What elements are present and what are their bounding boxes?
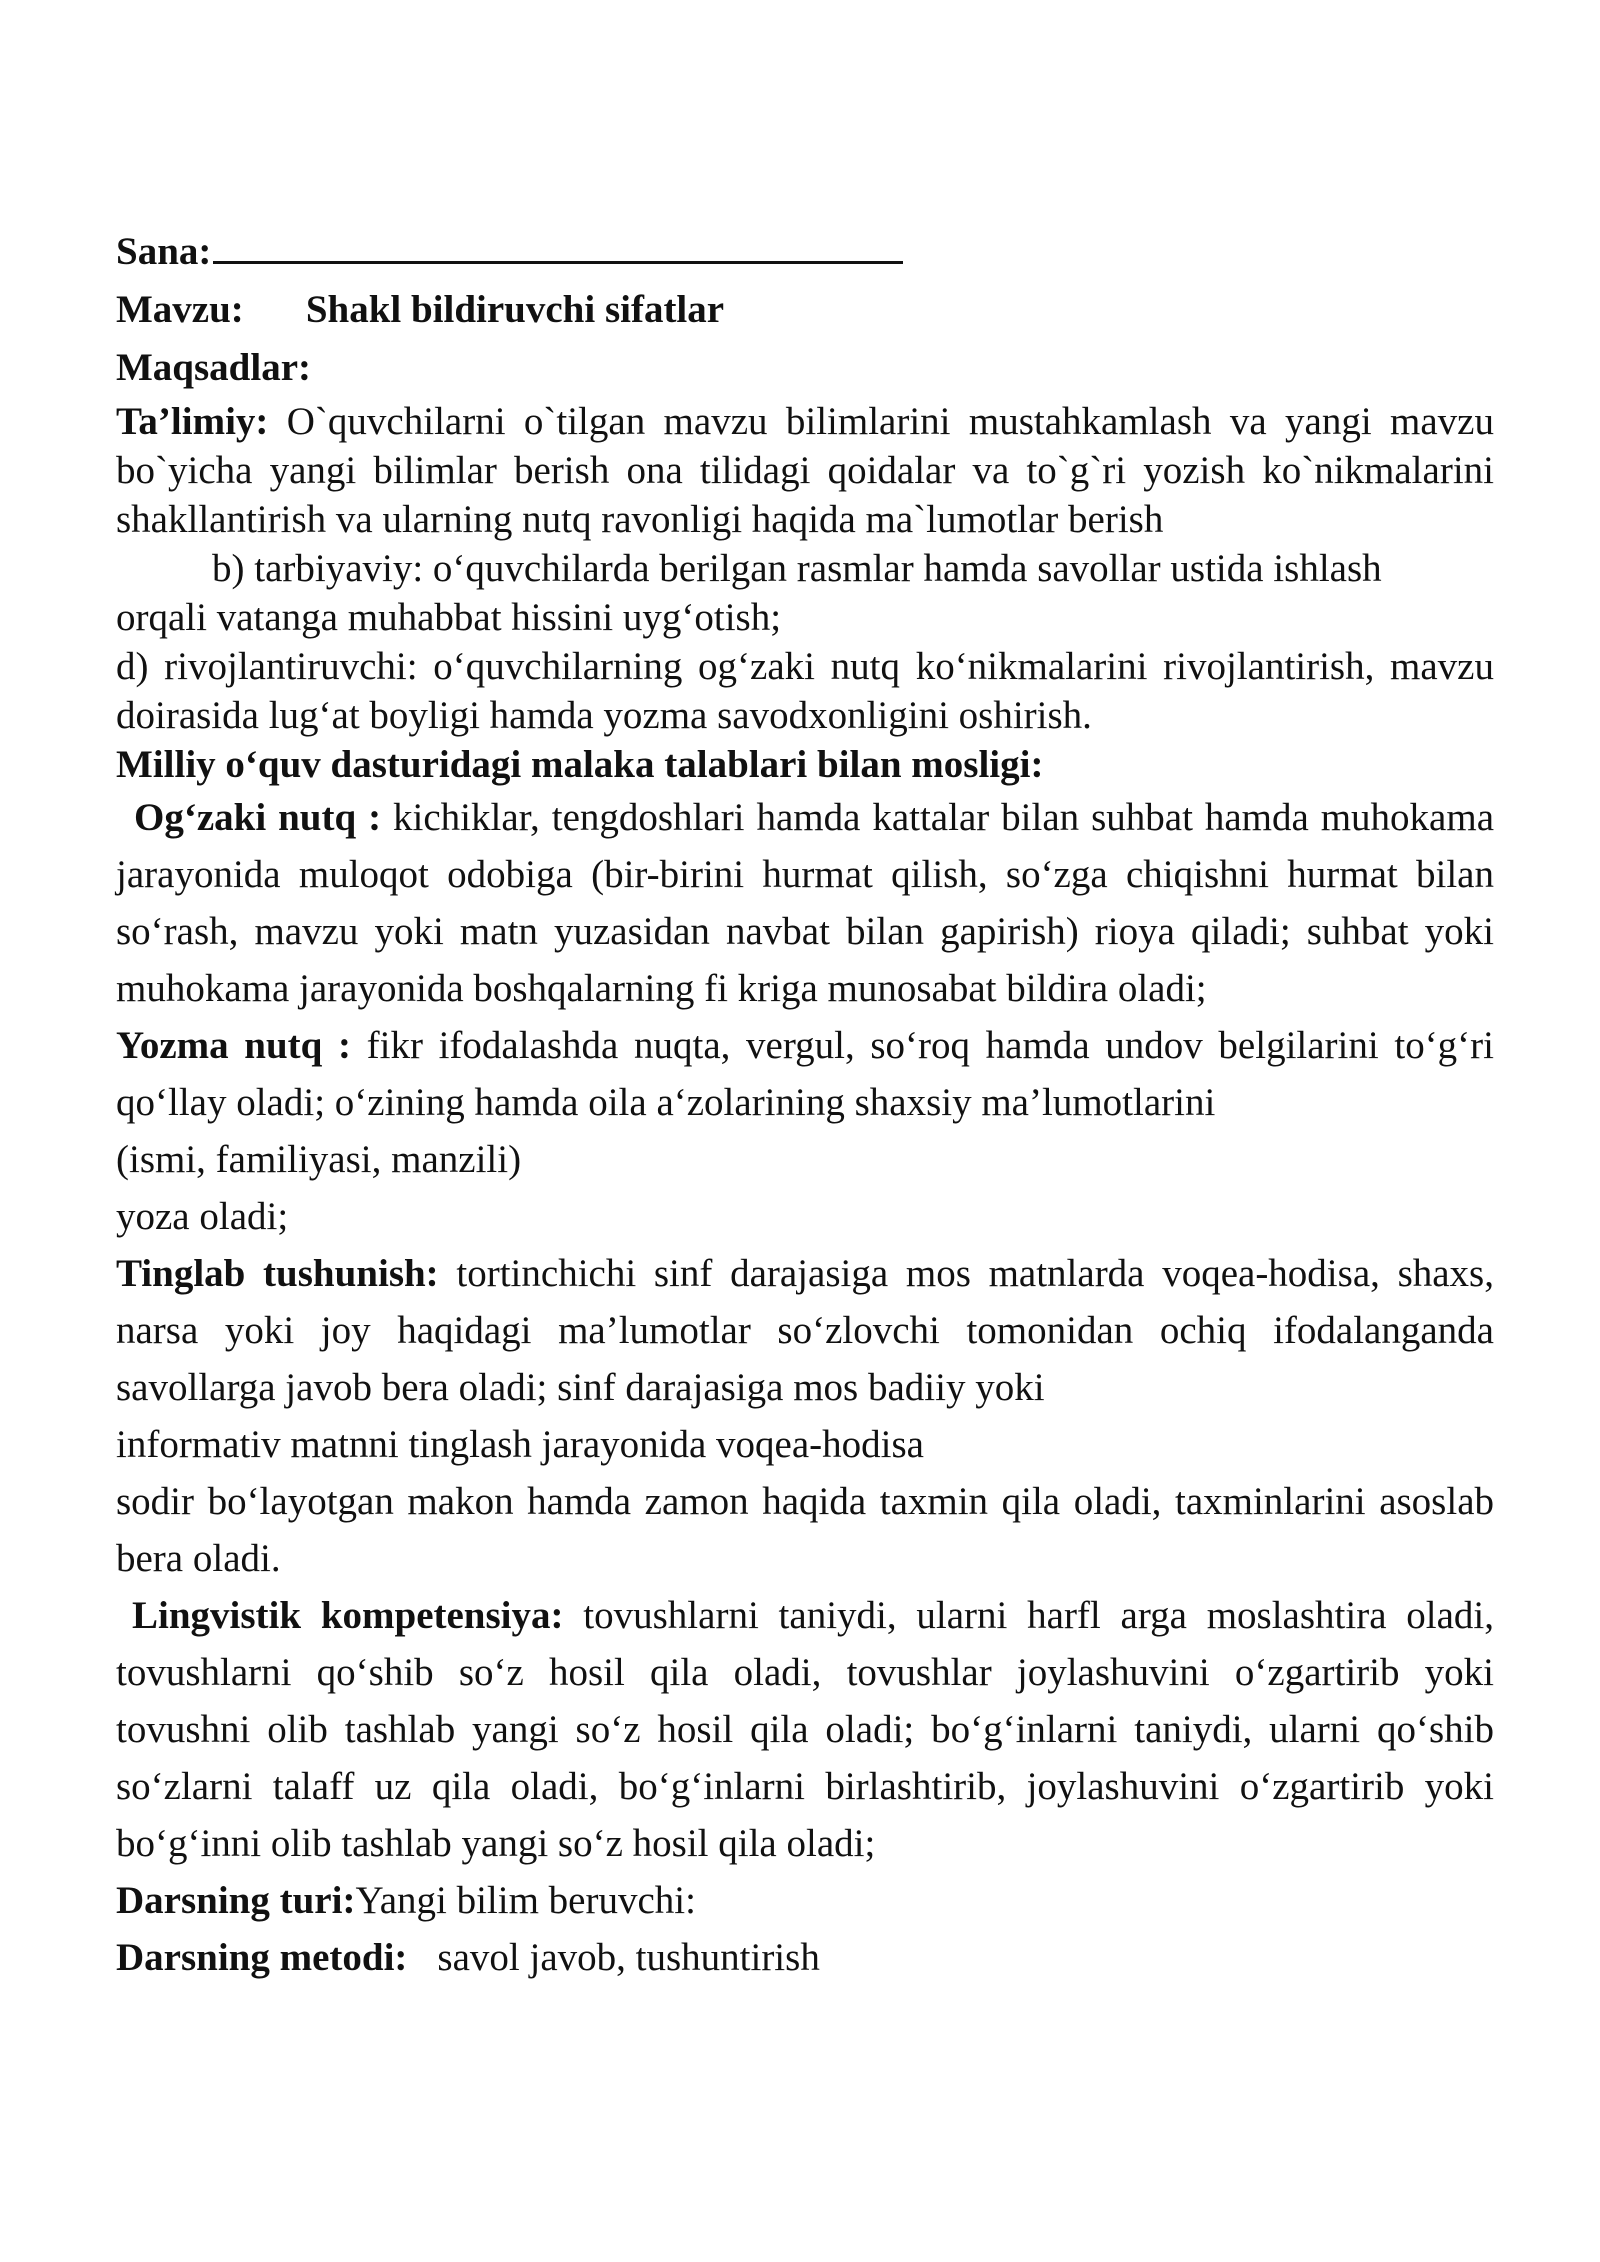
linguistic-text: tovushlarni taniydi, ularni harfl arga moslashtira oladi, tovushlarni qo‘shib so‘z hosil qila oladi, tovushlar joylashuvini o‘zgartirib yoki tovushni olib tashlab yangi so‘z hosil qila oladi; bo‘g‘inlarni taniydi, ularni qo‘shib so‘zlarni talaff uz qila oladi, bo‘g‘inlarni birlashtirib, joylashuvini o‘zgartirib yoki bo‘g‘inni olib tashlab yangi so‘z hosil qila oladi; bbox=[116, 1594, 1495, 1865]
lesson-type-label: Darsning turi: bbox=[116, 1879, 356, 1922]
lesson-method-line bbox=[116, 1929, 1494, 1986]
topic-line bbox=[116, 281, 1494, 339]
lesson-type-value: Yangi bilim beruvchi: bbox=[355, 1879, 696, 1922]
educational-goal bbox=[116, 397, 1494, 544]
written-speech-line-3: (ismi, familiyasi, manzili) bbox=[116, 1138, 522, 1181]
topic-title: Shakl bildiruvchi sifatlar bbox=[305, 288, 725, 331]
linguistic-label: Lingvistik kompetensiya: bbox=[132, 1594, 564, 1637]
listening-continuation: sodir bo‘layotgan makon hamda zamon haqida taxmin qila oladi, taxminlarini asoslab bera oladi. bbox=[116, 1480, 1494, 1580]
curriculum-heading: Milliy o‘quv dasturidagi malaka talablari bilan mosligi: bbox=[116, 743, 1044, 786]
upbringing-goal-line-2: orqali vatanga muhabbat hissini uyg‘otish; bbox=[116, 596, 782, 639]
listening-text: tortinchichi sinf darajasiga mos matnlarda voqea-hodisa, shaxs, narsa yoki joy haqidagi ma’lumotlar so‘zlovchi tomonidan ochiq ifodalanganda savollarga javob bera oladi; sinf darajasiga mos badiiy yoki bbox=[116, 1252, 1494, 1409]
date-line bbox=[116, 222, 1494, 281]
written-speech-text: fikr ifodalashda nuqta, vergul, so‘roq hamda undov belgilarini to‘g‘ri qo‘llay oladi; o‘zining hamda oila a‘zolarining shaxsiy ma’lumotlarini bbox=[116, 1024, 1494, 1124]
oral-speech-label: Og‘zaki nutq : bbox=[134, 796, 382, 839]
oral-speech-text: kichiklar, tengdoshlari hamda kattalar bilan suhbat hamda muhokama jarayonida muloqot odobiga (bir-birini hurmat qilish, so‘zga chiqishni hurmat bilan so‘rash, mavzu yoki matn yuzasidan navbat bilan gapirish) rioya qiladi; suhbat yoki muhokama jarayonida boshqalarning fi kriga munosabat bildira oladi; bbox=[116, 796, 1495, 1010]
written-speech-label: Yozma nutq : bbox=[116, 1024, 351, 1067]
date-blank-underline bbox=[213, 222, 903, 264]
developmental-goal: d) rivojlantiruvchi: o‘quvchilarning og‘zaki nutq ko‘nikmalarini rivojlantirish, mavzu doirasida lug‘at boyligi hamda yozma savodxonligini oshirish. bbox=[116, 645, 1494, 737]
linguistic-paragraph bbox=[116, 1587, 1494, 1872]
lesson-type-line bbox=[116, 1872, 1494, 1929]
date-label: Sana: bbox=[116, 230, 212, 273]
listening-label: Tinglab tushunish: bbox=[116, 1252, 439, 1295]
listening-line-4: informativ matnni tinglash jarayonida voqea-hodisa bbox=[116, 1423, 924, 1466]
lesson-plan bbox=[116, 222, 1494, 1986]
listening-paragraph bbox=[116, 1245, 1494, 1416]
lesson-method-label: Darsning metodi: bbox=[116, 1936, 408, 1979]
written-speech-line-4: yoza oladi; bbox=[116, 1195, 289, 1238]
written-speech-paragraph bbox=[116, 1017, 1494, 1131]
educational-goal-text: O`quvchilarni o`tilgan mavzu bilimlarini mustahkamlash va yangi mavzu bo`yicha yangi bilimlar berish ona tilidagi qoidalar va to`g`ri yozish ko`nikmalarini shakllantirish va ularning nutq ravonligi haqida ma`lumotlar berish bbox=[116, 400, 1494, 541]
oral-speech-paragraph bbox=[116, 789, 1494, 1017]
educational-goal-label: Ta’limiy: bbox=[116, 400, 269, 443]
goals-heading: Maqsadlar: bbox=[116, 346, 311, 389]
upbringing-goal-line-1: b) tarbiyaviy: o‘quvchilarda berilgan rasmlar hamda savollar ustida ishlash bbox=[212, 547, 1382, 590]
lesson-method-value: savol javob, tushuntirish bbox=[437, 1936, 820, 1979]
topic-label: Mavzu: bbox=[116, 288, 244, 331]
